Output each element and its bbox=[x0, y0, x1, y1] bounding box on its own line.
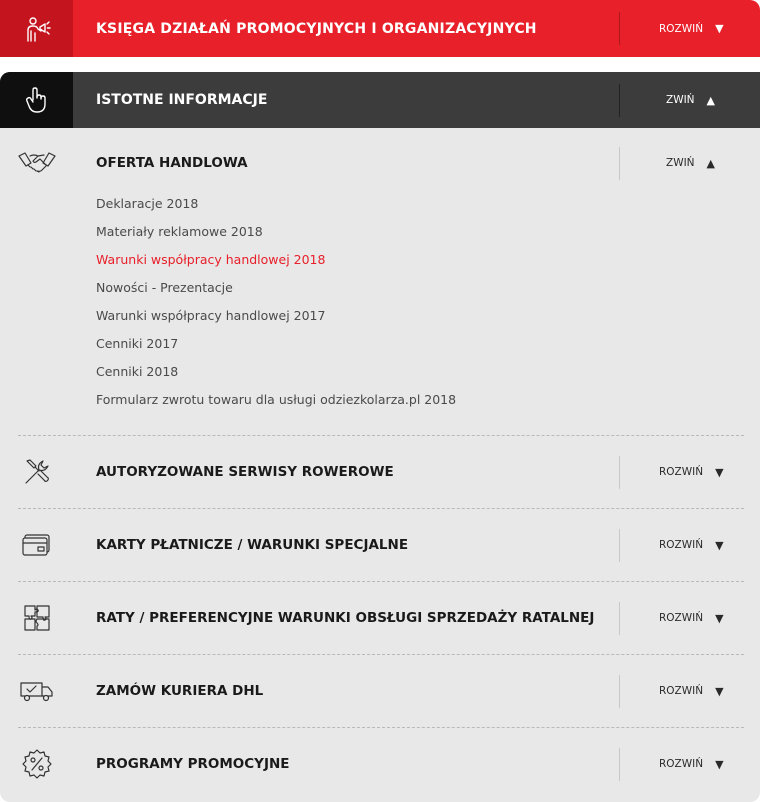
document-link[interactable]: Deklaracje 2018 bbox=[96, 196, 199, 211]
chevron-up-icon: ▲ bbox=[706, 93, 715, 107]
expand-toggle[interactable] bbox=[620, 685, 760, 698]
category-title: OFERTA HANDLOWA bbox=[96, 155, 248, 171]
toggle-label: ROZWIŃ bbox=[659, 612, 704, 624]
document-link[interactable]: Cenniki 2017 bbox=[96, 336, 179, 351]
section-title: KSIĘGA DZIAŁAŃ PROMOCYJNYCH I ORGANIZACYJNYCH bbox=[96, 20, 537, 37]
expand-toggle[interactable] bbox=[620, 466, 760, 479]
document-link[interactable]: Warunki współpracy handlowej 2017 bbox=[96, 308, 326, 323]
handshake-icon bbox=[0, 143, 73, 183]
collapse-toggle[interactable] bbox=[620, 94, 760, 107]
percent-badge-icon bbox=[0, 744, 73, 784]
toggle-label: ROZWIŃ bbox=[659, 466, 704, 478]
expand-toggle[interactable] bbox=[620, 22, 760, 35]
document-link-active[interactable]: Warunki współpracy handlowej 2018 bbox=[96, 252, 326, 267]
important-info-header[interactable] bbox=[0, 72, 760, 128]
expand-toggle[interactable] bbox=[620, 612, 760, 625]
toggle-label: ZWIŃ bbox=[666, 157, 695, 169]
chevron-up-icon: ▲ bbox=[706, 156, 715, 170]
puzzle-icon bbox=[0, 598, 73, 638]
chevron-down-icon: ▼ bbox=[715, 757, 724, 771]
category-title: PROGRAMY PROMOCYJNE bbox=[96, 756, 290, 772]
delivery-truck-icon bbox=[0, 671, 73, 711]
category-header-payment-cards[interactable] bbox=[0, 525, 760, 565]
section-title: ISTOTNE INFORMACJE bbox=[96, 92, 268, 108]
document-link[interactable]: Materiały reklamowe 2018 bbox=[96, 224, 263, 239]
divider bbox=[18, 435, 744, 436]
divider bbox=[18, 727, 744, 728]
category-title: AUTORYZOWANE SERWISY ROWEROWE bbox=[96, 464, 394, 480]
promoter-megaphone-icon bbox=[0, 0, 73, 57]
category-header-bike-services[interactable] bbox=[0, 452, 760, 492]
toggle-label: ROZWIŃ bbox=[659, 685, 704, 697]
promotional-book-header[interactable] bbox=[0, 0, 760, 57]
document-link[interactable]: Nowości - Prezentacje bbox=[96, 280, 233, 295]
expand-toggle[interactable] bbox=[620, 758, 760, 771]
raised-hand-icon bbox=[0, 72, 73, 128]
chevron-down-icon: ▼ bbox=[715, 684, 724, 698]
chevron-down-icon: ▼ bbox=[715, 22, 724, 35]
divider bbox=[18, 508, 744, 509]
category-header-trade-offer[interactable] bbox=[0, 143, 760, 183]
trade-offer-links bbox=[96, 196, 456, 420]
collapse-toggle[interactable] bbox=[620, 157, 760, 170]
category-title: RATY / PREFERENCYJNE WARUNKI OBSŁUGI SPRZEDAŻY RATALNEJ bbox=[96, 610, 595, 626]
document-link[interactable]: Formularz zwrotu towaru dla usługi odziezkolarza.pl 2018 bbox=[96, 392, 457, 407]
category-header-promo-programs[interactable] bbox=[0, 744, 760, 784]
document-link[interactable]: Cenniki 2018 bbox=[96, 364, 179, 379]
divider bbox=[18, 654, 744, 655]
chevron-down-icon: ▼ bbox=[715, 538, 724, 552]
toggle-label: ROZWIŃ bbox=[659, 758, 704, 770]
divider bbox=[18, 581, 744, 582]
category-title: KARTY PŁATNICZE / WARUNKI SPECJALNE bbox=[96, 537, 409, 553]
category-title: ZAMÓW KURIERA DHL bbox=[96, 683, 264, 699]
credit-card-icon bbox=[0, 525, 73, 565]
toggle-label: ROZWIŃ bbox=[659, 22, 704, 35]
wrench-screwdriver-icon bbox=[0, 452, 73, 492]
category-header-dhl-courier[interactable] bbox=[0, 671, 760, 711]
toggle-label: ROZWIŃ bbox=[659, 539, 704, 551]
chevron-down-icon: ▼ bbox=[715, 611, 724, 625]
important-info-panel bbox=[0, 128, 760, 802]
chevron-down-icon: ▼ bbox=[715, 465, 724, 479]
category-header-installments[interactable] bbox=[0, 598, 760, 638]
toggle-label: ZWIŃ bbox=[666, 94, 695, 106]
expand-toggle[interactable] bbox=[620, 539, 760, 552]
